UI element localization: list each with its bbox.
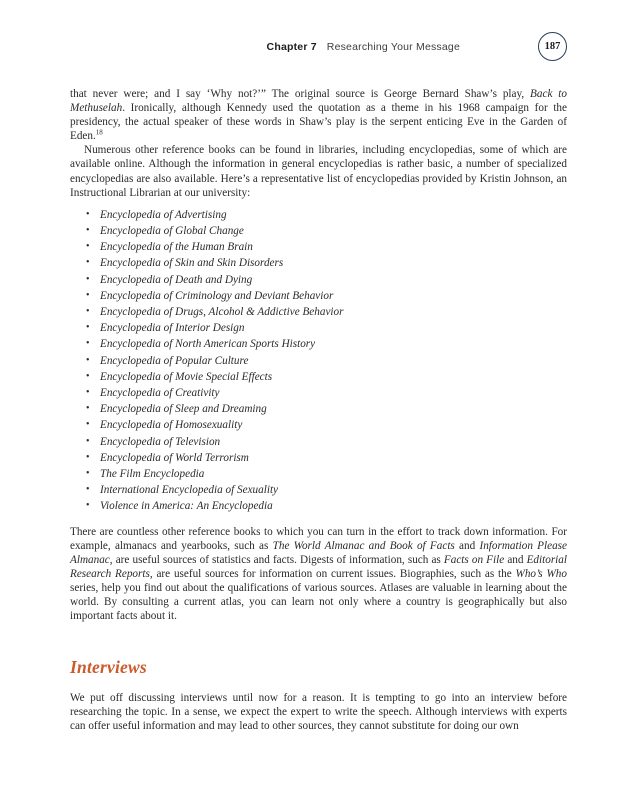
encyclopedia-title: Violence in America: An Encyclopedia: [100, 500, 273, 513]
bullet-icon: •: [86, 241, 90, 253]
encyclopedia-title: Encyclopedia of World Terrorism: [100, 451, 249, 464]
encyclopedia-title: Encyclopedia of North American Sports History: [100, 338, 316, 351]
bullet-icon: •: [86, 468, 90, 479]
list-item: [86, 320, 567, 336]
paragraph-interviews-intro: [70, 691, 567, 733]
bullet-icon: •: [86, 451, 90, 463]
section-heading-interviews: Interviews: [70, 657, 147, 678]
list-item: [86, 288, 567, 304]
encyclopedia-title: The Film Encyclopedia: [100, 468, 205, 480]
italic-title: Editorial Research Reports: [70, 553, 567, 580]
list-item: [86, 223, 567, 239]
encyclopedia-title: Encyclopedia of Global Change: [100, 224, 244, 237]
text-run: We put off discussing interviews until now for a reason. It is tempting to go into an interview before researching the topic. In a sense, we expect the expert to write the speech. Although interviews with experts can offer useful information and may lead to other sources, they cannot substitute for doing our own: [70, 692, 567, 733]
list-item: [86, 239, 567, 255]
list-item: [86, 482, 567, 498]
bullet-icon: •: [86, 273, 90, 285]
chapter-label: Chapter 7: [266, 40, 317, 53]
bullet-icon: •: [86, 370, 90, 382]
paragraph-reference-books: [70, 143, 567, 199]
text-column: [70, 87, 567, 734]
encyclopedia-title: Encyclopedia of Homosexuality: [100, 419, 243, 432]
list-item: [86, 434, 567, 450]
text-run: and: [454, 539, 480, 552]
text-run: There are countless other reference books to which you can turn in the effort to track down information. For example, almanacs and yearbooks, such as: [70, 525, 567, 552]
bullet-icon: •: [86, 354, 90, 366]
bullet-icon: •: [86, 322, 90, 334]
encyclopedia-title: Encyclopedia of Popular Culture: [100, 354, 249, 367]
encyclopedia-title: Encyclopedia of Criminology and Deviant Behavior: [100, 289, 334, 302]
bullet-icon: •: [86, 500, 90, 512]
bullet-icon: •: [86, 419, 90, 431]
list-item: [86, 272, 567, 288]
italic-title: Who’s Who: [515, 567, 567, 580]
page-header: [70, 32, 567, 61]
text-run: . Ironically, although Kennedy used the quotation as a theme in his 1968 campaign for the presidency, the actual speaker of these words in Shaw’s play is the serpent enticing Eve in the Garden of Eden.: [70, 102, 567, 143]
text-run: series, help you find out about the qualifications of various sources. Atlases are valuable in learning about the world. By consulting a current atlas, you can learn not only where a country is geographically but also important facts about it.: [70, 581, 567, 623]
bullet-icon: •: [86, 435, 90, 447]
text-run: Numerous other reference books can be found in libraries, including encyclopedias, some of which are available online. Although the information in general encyclopedias is rather basic, a number of specialized encyclopedias are also available. Here’s a representative list of encyclopedias provided by Kristin Johnson, an Instructional Librarian at our university:: [70, 144, 567, 199]
text-run: and: [504, 553, 527, 566]
bullet-icon: •: [86, 289, 90, 301]
list-item: [86, 450, 567, 466]
chapter-title: Researching Your Message: [326, 40, 460, 53]
encyclopedia-title: Encyclopedia of Drugs, Alcohol & Addictive Behavior: [100, 305, 344, 318]
list-item: [86, 207, 567, 223]
encyclopedia-title: Encyclopedia of Movie Special Effects: [100, 370, 273, 383]
bullet-icon: •: [86, 224, 90, 236]
encyclopedia-title: Encyclopedia of Television: [100, 435, 221, 448]
encyclopedia-title: Encyclopedia of Skin and Skin Disorders: [100, 257, 284, 270]
italic-title: The World Almanac and Book of Facts: [272, 539, 455, 552]
text-run: , are useful sources of statistics and facts. Digests of information, such as: [109, 553, 444, 566]
italic-title: Information Please Almanac: [70, 539, 567, 566]
encyclopedia-title: International Encyclopedia of Sexuality: [100, 484, 279, 497]
running-head: [267, 41, 460, 53]
list-item: [86, 353, 567, 369]
encyclopedia-title: Encyclopedia of the Human Brain: [100, 241, 253, 254]
bullet-icon: •: [86, 338, 90, 350]
footnote-reference: 18: [95, 128, 103, 137]
bullet-icon: •: [86, 403, 90, 415]
list-item: [86, 385, 567, 401]
bullet-icon: •: [86, 484, 90, 496]
italic-title: Facts on File: [443, 553, 505, 566]
bullet-icon: •: [86, 208, 90, 220]
encyclopedia-title: Encyclopedia of Death and Dying: [100, 273, 253, 286]
list-item: [86, 255, 567, 271]
encyclopedia-list: [70, 207, 567, 515]
encyclopedia-title: Encyclopedia of Sleep and Dreaming: [100, 403, 267, 416]
bullet-icon: •: [86, 386, 90, 398]
bullet-icon: •: [86, 305, 90, 317]
text-run: that never were; and I say ‘Why not?’” The original source is George Bernard Shaw’s play,: [70, 88, 531, 100]
page-number-badge: [538, 32, 567, 61]
list-item: [86, 369, 567, 385]
list-item: [86, 401, 567, 417]
encyclopedia-title: Encyclopedia of Creativity: [100, 386, 220, 399]
text-run: , are useful sources for information on current issues. Biographies, such as the: [149, 567, 516, 580]
list-item: [86, 304, 567, 320]
encyclopedia-title: Encyclopedia of Interior Design: [100, 322, 245, 335]
list-item: [86, 417, 567, 433]
list-item: [86, 336, 567, 352]
list-item: [86, 466, 567, 482]
list-item: [86, 498, 567, 514]
bullet-icon: •: [86, 257, 90, 269]
paragraph-almanacs: [70, 525, 567, 624]
page-number: 187: [544, 41, 561, 52]
italic-title: Back to Methuselah: [70, 88, 568, 115]
paragraph-quotation-source: [70, 87, 567, 143]
encyclopedia-title: Encyclopedia of Advertising: [100, 208, 227, 221]
